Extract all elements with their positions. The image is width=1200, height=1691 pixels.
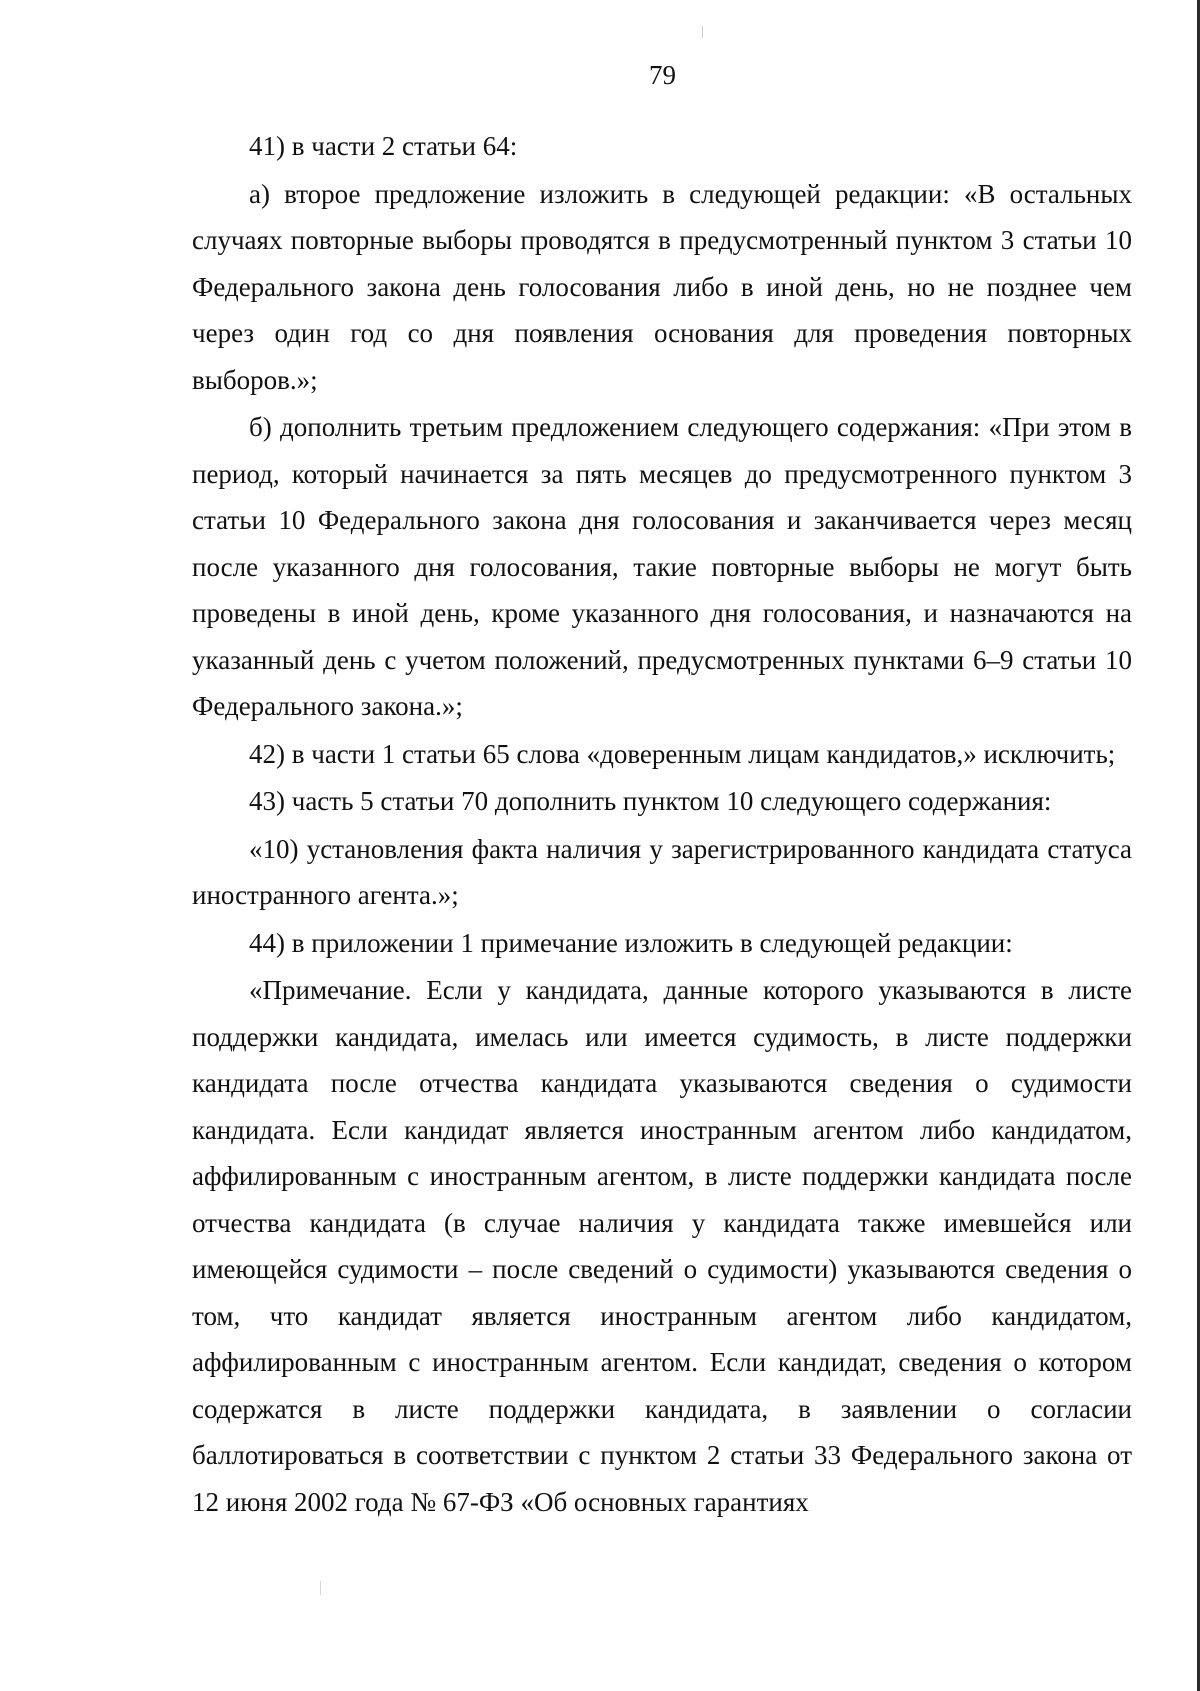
paragraph-subitem-b: б) дополнить третьим предложением следующего содержания: «При этом в период, который начинается за пять месяцев до предусмотренного пунктом 3 статьи 10 Федерального закона дня голосования и заканчивается через месяц после указанного дня голосования, такие повторные выборы не могут быть проведены в иной день, кроме указанного дня голосования, и назначаются на указанный день с учетом положений, предусмотренных пунктами 6–9 статьи 10 Федерального закона.»;: [192, 412, 1132, 721]
paragraph-item-41: 41) в части 2 статьи 64:: [249, 131, 518, 161]
paragraph-item-44: 44) в приложении 1 примечание изложить в следующей редакции:: [249, 927, 1013, 958]
paragraph-subitem-a: а) второе предложение изложить в следующей редакции: «В остальных случаях повторные выборы проводятся в предусмотренный пунктом 3 статьи 10 Федерального закона день голосования либо в иной день, но не позднее чем через один год со дня появления основания для проведения повторных выборов.»;: [192, 178, 1132, 395]
paragraph-item-43-text: «10) установления факта наличия у зарегистрированного кандидата статуса иностранного агента.»;: [192, 833, 1132, 910]
paragraph-item-43: 43) часть 5 статьи 70 дополнить пунктом 10 следующего содержания:: [249, 786, 1052, 816]
scan-artifact-top: [702, 26, 703, 38]
paragraph-note: «Примечание. Если у кандидата, данные которого указываются в листе поддержки кандидата, имелась или имеется судимость, в листе поддержки кандидата после отчества кандидата указываются сведения о судимости кандидата. Если кандидат является иностранным агентом либо кандидатом, аффилированным с иностранным агентом, в листе поддержки кандидата после отчества кандидата (в случае наличия у кандидата также имевшейся или имеющейся судимости – после сведений о судимости) указываются сведения о том, что кандидат является иностранным агентом либо кандидатом, аффилированным с иностранным агентом. Если кандидат, сведения о котором содержатся в листе поддержки кандидата, в заявлении о согласии баллотироваться в соответствии с пунктом 2 статьи 33 Федерального закона от 12 июня 2002 года № 67-ФЗ «Об основных гарантиях: [192, 975, 1132, 1517]
paragraph-item-42: 42) в части 1 статьи 65 слова «доверенным лицам кандидатов,» исключить;: [249, 738, 1116, 769]
document-body: [192, 123, 1132, 1525]
page-number: 79: [649, 60, 676, 90]
scan-artifact-bottom: [320, 1581, 321, 1595]
